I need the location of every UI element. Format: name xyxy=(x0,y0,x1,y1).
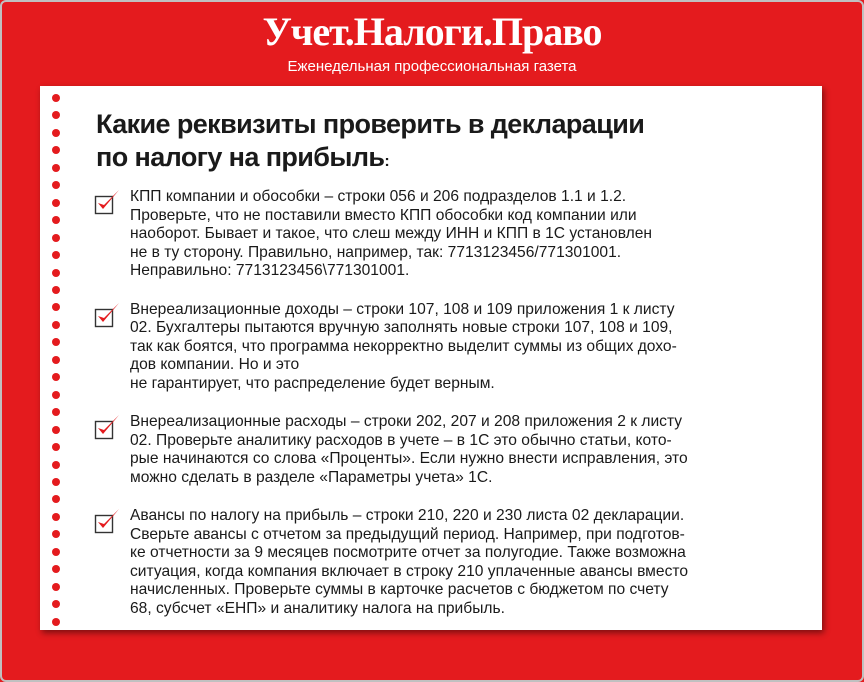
binder-hole-icon xyxy=(52,94,60,102)
binder-hole-icon xyxy=(52,356,60,364)
item-text-line: не в ту сторону. Правильно, например, так: 7713123456/771301001. xyxy=(130,243,622,261)
checklist-item xyxy=(94,188,794,281)
title-colon: : xyxy=(384,153,390,170)
binder-hole-icon xyxy=(52,338,60,346)
binder-holes xyxy=(52,94,64,626)
binder-hole-icon xyxy=(52,565,60,573)
binder-hole-icon xyxy=(52,583,60,591)
binder-hole-icon xyxy=(52,321,60,329)
binder-hole-icon xyxy=(52,461,60,469)
binder-hole-icon xyxy=(52,234,60,242)
binder-hole-icon xyxy=(52,216,60,224)
binder-hole-icon xyxy=(52,199,60,207)
binder-hole-icon xyxy=(52,600,60,608)
binder-hole-icon xyxy=(52,111,60,119)
binder-hole-icon xyxy=(52,443,60,451)
item-text-line: ситуация, когда компания включает в строку 210 уплаченные авансы вместо xyxy=(130,562,689,580)
item-text-line: так как боятся, что программа некорректно выделит суммы из общих дохо- xyxy=(130,337,677,355)
masthead-subtitle: Еженедельная профессиональная газета xyxy=(287,58,577,75)
title-line xyxy=(96,141,796,178)
binder-hole-icon xyxy=(52,286,60,294)
checklist xyxy=(94,188,794,618)
binder-hole-icon xyxy=(52,146,60,154)
binder-hole-icon xyxy=(52,181,60,189)
masthead-title: Учет.Налоги.Право xyxy=(262,9,602,54)
binder-hole-icon xyxy=(52,530,60,538)
item-text-line: 02. Бухгалтеры пытаются вручную заполнять новые строки 107, 108 и 109, xyxy=(130,319,673,336)
page-title xyxy=(96,108,796,178)
binder-hole-icon xyxy=(52,391,60,399)
title-line-text: по налогу на прибыль xyxy=(96,142,385,172)
item-text-line: 02. Проверьте аналитику расходов в учете – в 1С это обычно статьи, кото- xyxy=(130,431,672,449)
checkbox-checked-icon xyxy=(94,188,122,216)
item-text-line: КПП компании и обособки – строки 056 и 206 подразделов 1.1 и 1.2. xyxy=(130,188,627,205)
item-text-line: Внереализационные доходы – строки 107, 108 и 109 приложения 1 к листу xyxy=(130,300,675,318)
item-text-line: Сверьте авансы с отчетом за предыдущий период. Например, при подготов- xyxy=(130,525,685,543)
item-text-line: дов компании. Но и это xyxy=(130,356,300,373)
checkbox-checked-icon xyxy=(94,301,122,329)
item-text-line: Неправильно: 7713123456\771301001. xyxy=(130,262,410,279)
checklist-item xyxy=(94,413,794,487)
binder-hole-icon xyxy=(52,251,60,259)
item-text-line: Внереализационные расходы – строки 202, 207 и 208 приложения 2 к листу xyxy=(130,413,683,430)
binder-hole-icon xyxy=(52,618,60,626)
binder-hole-icon xyxy=(52,548,60,556)
title-line: Какие реквизиты проверить в декларации xyxy=(96,109,645,139)
binder-hole-icon xyxy=(52,129,60,137)
item-text-line: ке отчетности за 9 месяцев посмотрите отчет за полугодие. Также возможна xyxy=(130,544,686,561)
item-text-line: Проверьте, что не поставили вместо КПП обособки код компании или xyxy=(130,206,637,224)
item-text-line: наоборот. Бывает и такое, что слеш между ИНН и КПП в 1С установлен xyxy=(130,225,653,242)
item-text-line: начисленных. Проверьте суммы в карточке расчетов с бюджетом по счету xyxy=(130,581,669,598)
binder-hole-icon xyxy=(52,408,60,416)
binder-hole-icon xyxy=(52,513,60,521)
binder-hole-icon xyxy=(52,164,60,172)
checklist-item xyxy=(94,507,794,618)
item-text-line: 68, субсчет «ЕНП» и аналитику налога на прибыль. xyxy=(130,599,505,617)
binder-hole-icon xyxy=(52,478,60,486)
checkbox-checked-icon xyxy=(94,507,122,535)
binder-hole-icon xyxy=(52,495,60,503)
checkbox-checked-icon xyxy=(94,413,122,441)
item-text-line: Авансы по налогу на прибыль – строки 210, 220 и 230 листа 02 декларации. xyxy=(130,507,685,524)
binder-hole-icon xyxy=(52,373,60,381)
checklist-item xyxy=(94,301,794,394)
item-text-line: можно сделать в разделе «Параметры учета» 1С. xyxy=(130,468,493,486)
item-text-line: рые начинаются со слова «Проценты». Если нужно внести исправления, это xyxy=(130,450,688,467)
binder-hole-icon xyxy=(52,269,60,277)
item-text-line: не гарантирует, что распределение будет верным. xyxy=(130,374,495,392)
binder-hole-icon xyxy=(52,426,60,434)
binder-hole-icon xyxy=(52,303,60,311)
